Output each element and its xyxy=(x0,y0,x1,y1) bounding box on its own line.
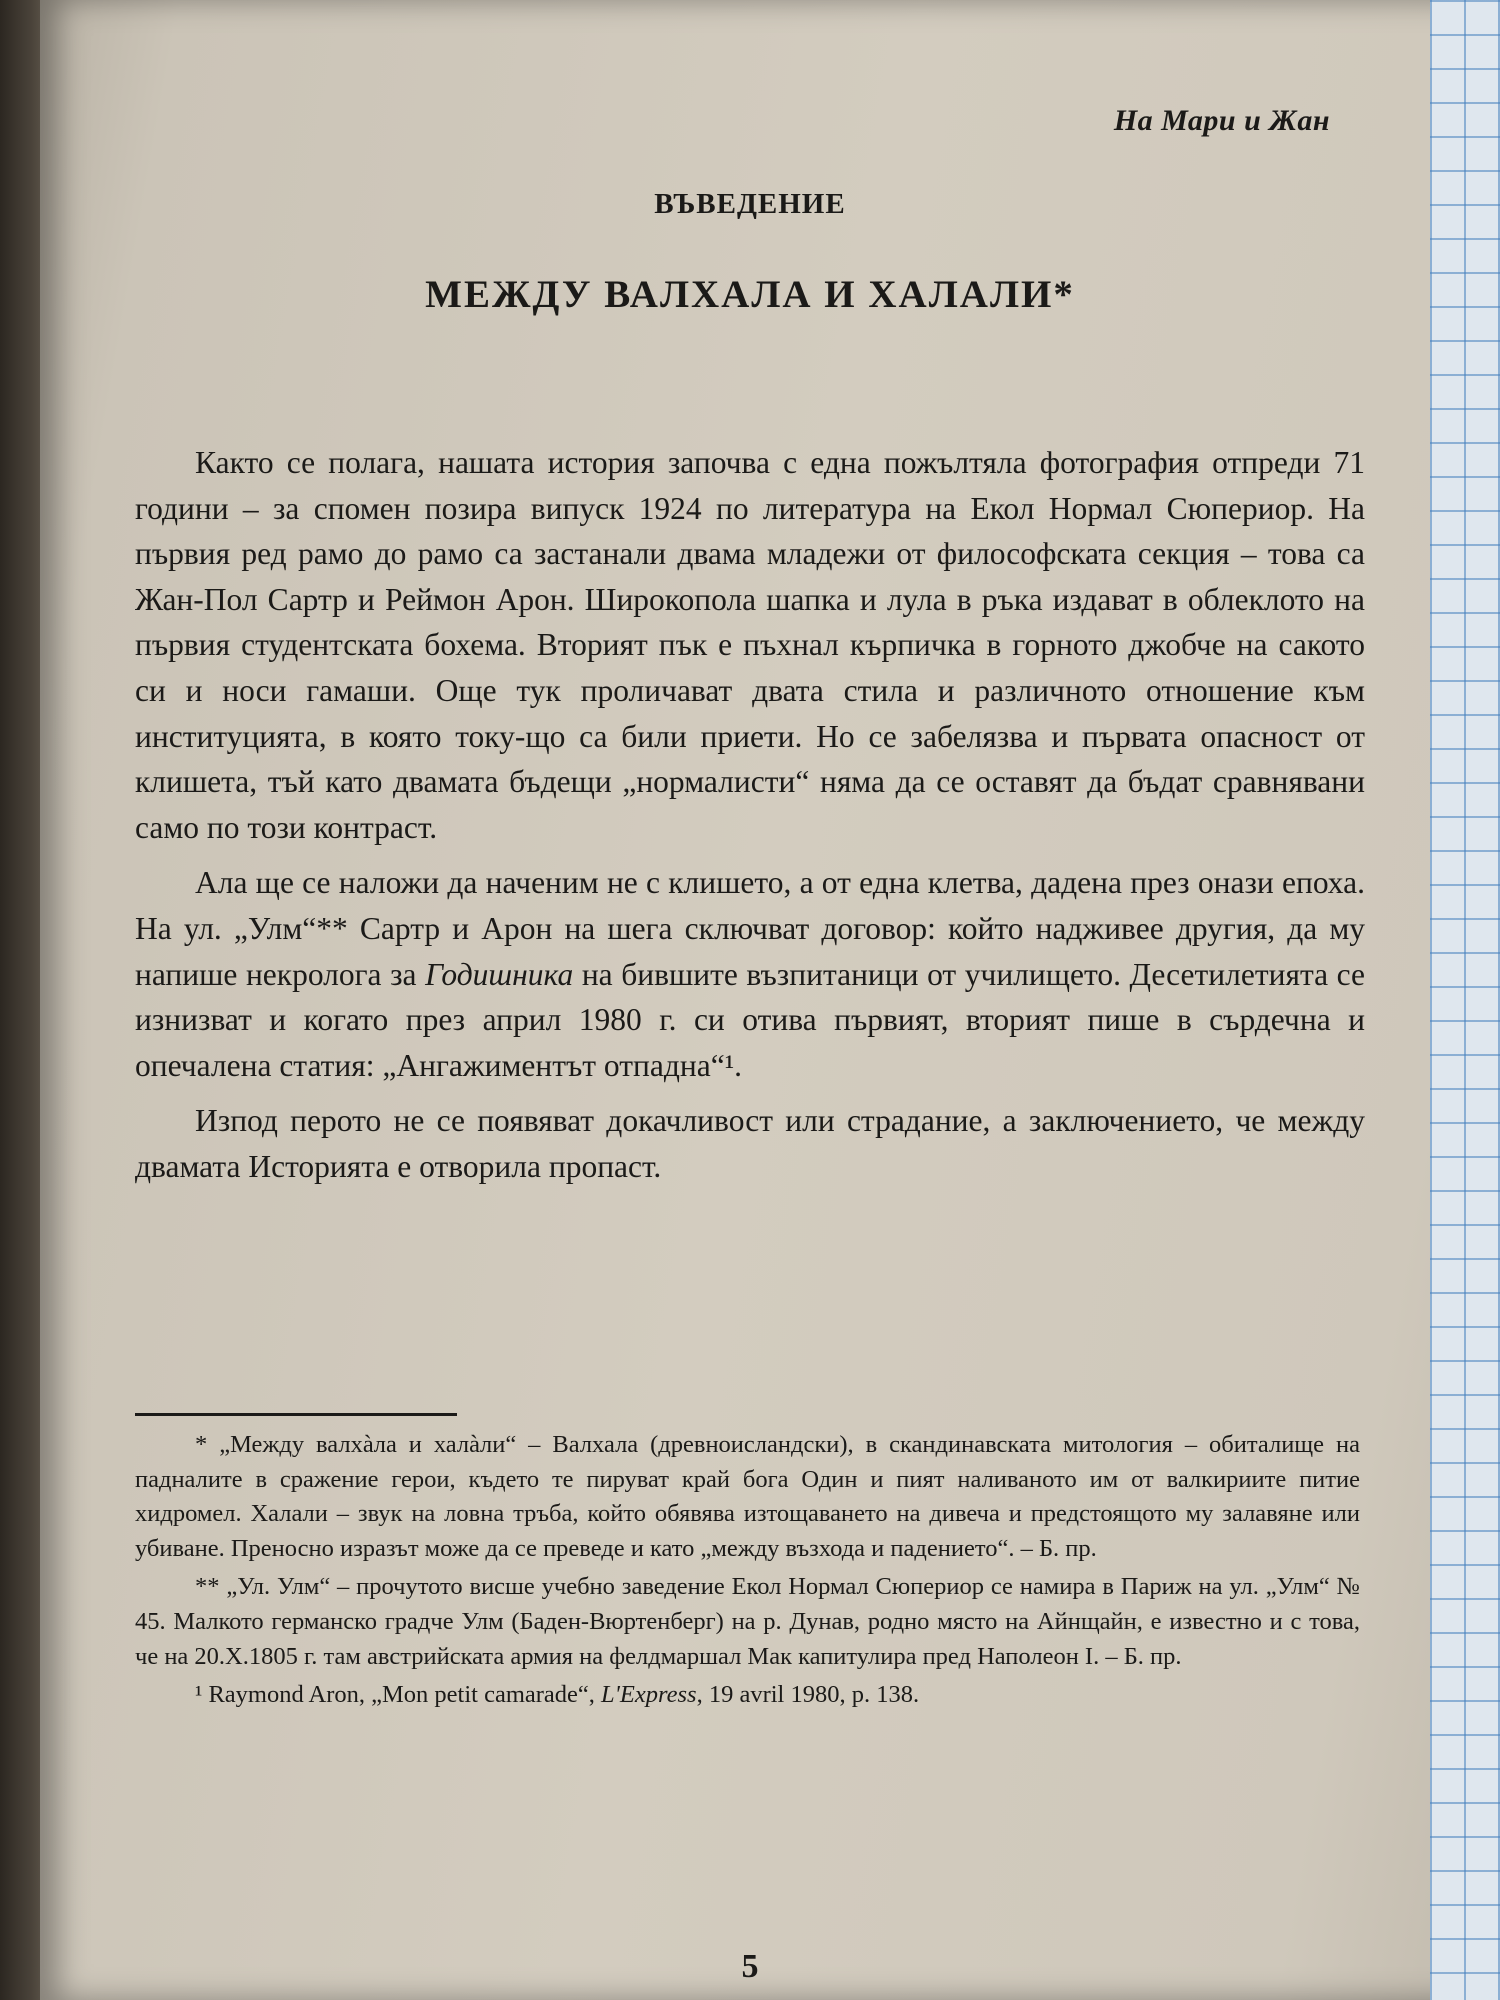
footnotes xyxy=(135,1428,1360,1717)
paragraph xyxy=(135,440,1365,850)
chapter-title: МЕЖДУ ВАЛХАЛА И ХАЛАЛИ* xyxy=(425,273,1075,316)
paragraph-text: Ала ще се наложи да наченим не с клишето, а от една клетва, дадена през онази епоха. На ул. „Улм“** Сартр и Арон на шега сключват договор: който надживее другия, да му напише некролога за xyxy=(135,865,1365,992)
footnote xyxy=(135,1678,1360,1713)
paragraph-text: Както се полага, нашата история започва с една пожълтяла фотография отпреди 71 години – за спомен позира випуск 1924 по литература на Екол Нормал Сюпериор. На първия ред рамо до рамо са застанали двама младежи от философската секция – това са Жан-Пол Сартр и Реймон Арон. Широкопола шапка и лула в ръка издават в облеклото на първия студентската бохема. Вторият пък е пъхнал кърпичка в горното джобче на сакото си и носи гамаши. Още тук проличават двата стила и различното отношение към институцията, в която току-що са били приети. Но се забелязва и първата опасност от клишета, тъй като двамата бъдещи „нормалисти“ няма да се оставят да бъдат сравнявани само по този контраст. xyxy=(135,445,1365,845)
footnote: * „Между валхàла и халàли“ – Валхала (древноисландски), в скандинавската митология – обиталище на падналите в сражение герои, където те пируват край бога Один и пият наливаното им от валкириите питие хидромел. Халали – звук на ловна тръба, който обявява изтощаването на дивеча и предстоящото му залавяне или убиване. Преносно изразът може да се преведе и като „между възхода и падението“. – Б. пр. xyxy=(135,1431,1360,1562)
paragraph xyxy=(135,860,1365,1088)
footnote: ** „Ул. Улм“ – прочутото висше учебно заведение Екол Нормал Сюпериор се намира в Париж на ул. „Улм“ № 45. Малкото германско градче Улм (Баден-Вюртенберг) на р. Дунав, родно място на Айнщайн, е известно и с това, че на 20.X.1805 г. там австрийската армия на фелдмаршал Мак капитулира пред Наполеон I. – Б. пр. xyxy=(135,1573,1360,1670)
italic-title: Годишника xyxy=(425,956,574,992)
italic-publication: L'Express xyxy=(601,1681,697,1709)
body-text xyxy=(135,440,1365,1200)
page-number: 5 xyxy=(741,1948,759,1985)
paragraph-text: на бившите възпитаници от училището. Десетилетията се изнизват и когато през април 1980 г. си отива първият, вторият пише в сърдечна и опечалена статия: „Ангажиментът отпадна“¹. xyxy=(135,956,1365,1083)
footnote-text: , 19 avril 1980, p. 138. xyxy=(696,1681,920,1709)
grid-notebook-paper xyxy=(1430,0,1500,2000)
paragraph-text: Изпод перото не се появяват докачливост или страдание, а заключението, че между двамата Историята е отворила пропаст. xyxy=(135,1103,1365,1184)
dedication: На Мари и Жан xyxy=(1113,104,1330,137)
footnote-text: ¹ Raymond Aron, „Mon petit camarade“, xyxy=(195,1681,602,1709)
paragraph xyxy=(135,1098,1365,1189)
section-title: ВЪВЕДЕНИЕ xyxy=(654,188,846,220)
footnote-divider xyxy=(135,1413,457,1416)
book-page xyxy=(40,0,1450,2000)
